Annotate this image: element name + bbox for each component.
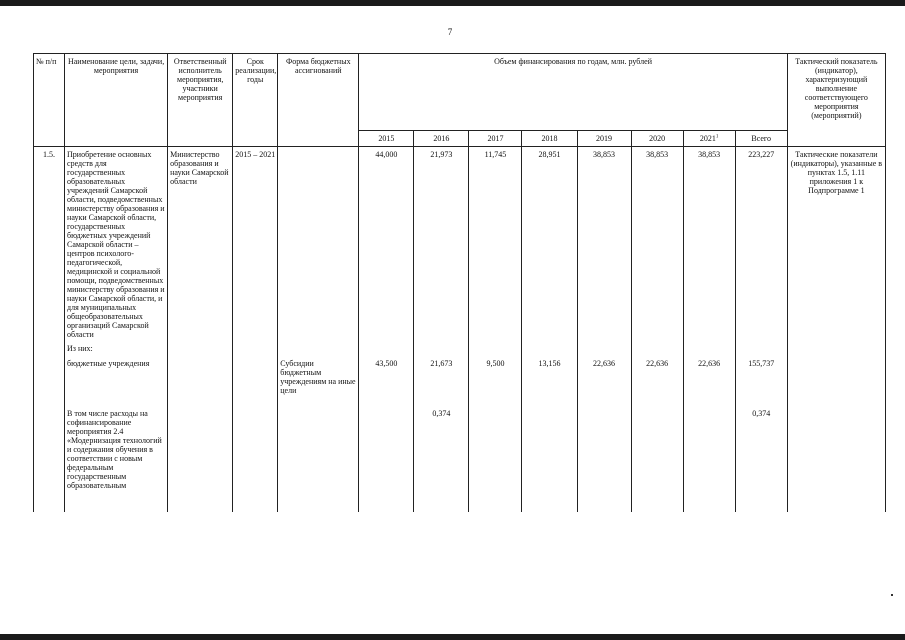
value-2018 [522,406,577,512]
value-2017: 11,745 [469,147,522,343]
top-border-bar [0,0,905,6]
value-cell [577,342,631,356]
bottom-border-bar [0,634,905,640]
header-form: Форма бюджетных ассигнований [278,54,359,147]
row-num [34,356,65,406]
year-2015: 2015 [359,131,414,147]
value-cell [735,342,787,356]
value-2021 [683,406,735,512]
header-row-1 [34,54,886,131]
row-responsible [168,356,233,406]
value-2020: 38,853 [631,147,683,343]
value-2021: 22,636 [683,356,735,406]
value-2015 [359,406,414,512]
value-2020 [631,406,683,512]
value-2020: 22,636 [631,356,683,406]
value-cell [522,342,577,356]
row-term: 2015 – 2021 [233,147,278,343]
value-2017 [469,406,522,512]
row-form [278,342,359,356]
header-term: Срок реализации, годы [233,54,278,147]
value-2017: 9,500 [469,356,522,406]
value-total: 155,737 [735,356,787,406]
row-responsible [168,406,233,512]
value-cell [469,342,522,356]
row-name: В том числе расходы на софинансирование мероприятия 2.4 «Модернизация технологий и содержания обучения в соответствии с новым федеральным государственным образовательным [65,406,168,512]
row-form [278,147,359,343]
row-term [233,406,278,512]
value-2016: 21,673 [414,356,469,406]
table-row [34,342,886,356]
year-2021: 2021$^1$ [683,131,735,147]
row-num: 1.5. [34,147,65,343]
row-num [34,342,65,356]
row-indicator [787,356,885,406]
header-num: № п/п [34,54,65,147]
value-total: 0,374 [735,406,787,512]
row-name: Из них: [65,342,168,356]
row-responsible [168,342,233,356]
year-2019: 2019 [577,131,631,147]
row-indicator: Тактические показатели (индикаторы), указанные в пунктах 1.5, 1.11 приложения 1 к Подпрограмме 1 [787,147,885,343]
value-2015: 43,500 [359,356,414,406]
row-term [233,356,278,406]
row-name: бюджетные учреждения [65,356,168,406]
header-indicator: Тактический показатель (индикатор), характеризующий выполнение соответствующего мероприятия (мероприятий) [787,54,885,147]
value-cell [683,342,735,356]
row-num [34,406,65,512]
row-responsible: Министерство образования и науки Самарской области [168,147,233,343]
value-2021: 38,853 [683,147,735,343]
value-cell [631,342,683,356]
financing-table [33,53,886,512]
year-2018: 2018 [522,131,577,147]
header-responsible: Ответственный исполнитель мероприятия, участники мероприятия [168,54,233,147]
row-term [233,342,278,356]
value-cell [359,342,414,356]
scan-speck [891,594,893,596]
value-cell [414,342,469,356]
value-2018: 28,951 [522,147,577,343]
footnote-mark: 1 [715,134,719,140]
page-number: 7 [447,27,453,37]
year-2020: 2020 [631,131,683,147]
value-2019: 38,853 [577,147,631,343]
header-name: Наименование цели, задачи, мероприятия [65,54,168,147]
year-total: Всего [735,131,787,147]
row-name: Приобретение основных средств для государственных образовательных учреждений Самарской области, подведомственных министерству образования и науки Самарской области, государственных бюджетных учреждений Самарской области – центров психолого-педагогической, медицинской и социальной помощи, подведомственных министерству образования и науки Самарской области, и для муниципальных общеобразовательных организаций Самарской области [65,147,168,343]
header-financing: Объем финансирования по годам, млн. рублей [359,54,787,131]
year-2017: 2017 [469,131,522,147]
row-indicator [787,406,885,512]
value-2015: 44,000 [359,147,414,343]
table-row [34,406,886,512]
value-2019: 22,636 [577,356,631,406]
value-2016: 21,973 [414,147,469,343]
table-row [34,356,886,406]
row-indicator [787,342,885,356]
value-2018: 13,156 [522,356,577,406]
row-form [278,406,359,512]
year-2016: 2016 [414,131,469,147]
table-row [34,147,886,343]
value-2016: 0,374 [414,406,469,512]
value-2019 [577,406,631,512]
row-form: Субсидии бюджетным учреждениям на иные цели [278,356,359,406]
value-total: 223,227 [735,147,787,343]
